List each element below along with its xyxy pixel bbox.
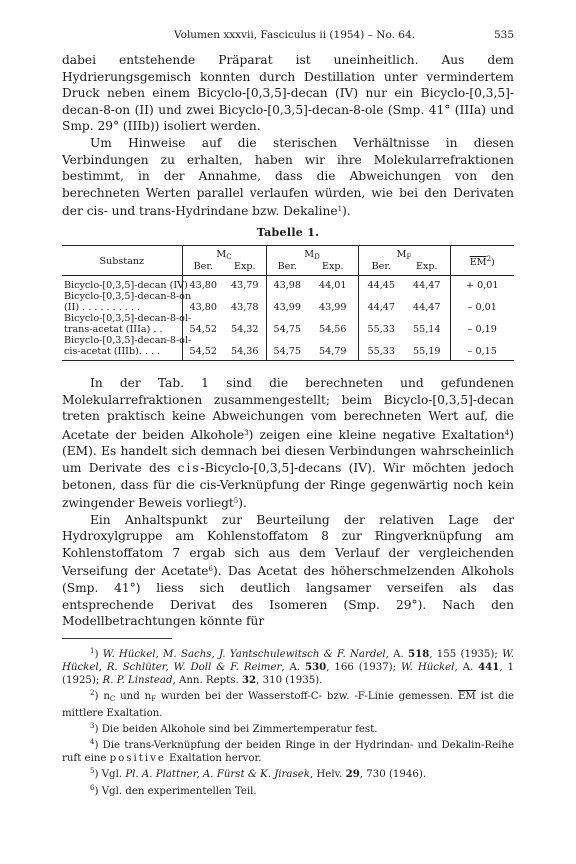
table-cell-em: – 0,15	[450, 335, 514, 361]
table-cell: 44,47	[413, 279, 441, 291]
footnote-2: $^2$) $n_C$ und $n_F$ wurden bei der Wasserstoff-C- bzw. -F-Linie gemessen. $\overline{EM}$ ist die mittlere Exaltation.	[62, 689, 514, 719]
footnote-5-text-e: , 730 (1946).	[359, 769, 427, 781]
footnote-3-mark: 3	[90, 721, 95, 730]
paragraph-4-text-b: ). Das Acetat des höherschmelzenden Alkohols (Smp. 41°) liess sich deutlich langsamer verseifen als das entsprechende Derivat des Isomeren (Smp. 29°). Nach den Modellbetrachtungen könnte für	[62, 564, 514, 629]
table-header-row-1	[62, 245, 514, 261]
footnote-1-authors-a: W. Hückel, M. Sachs, J. Yantschulewitsch & F. Nardel	[102, 648, 386, 660]
running-head-text: Volumen xxxvii, Fasciculus ii (1954) – No. 64.	[174, 29, 415, 41]
footnote-1-text-f: , A.	[281, 662, 305, 674]
table-cell: 54,52	[182, 313, 224, 335]
column-group-mf	[358, 245, 450, 261]
paragraph-4	[62, 512, 514, 630]
header-exp-mc: Exp.	[224, 261, 266, 276]
footnote-5-text-a: Vgl.	[101, 769, 126, 781]
table-cell: 44,45	[358, 275, 404, 291]
column-header-substanz: Substanz	[62, 245, 182, 275]
table-cell: 44,01	[319, 279, 347, 291]
substance-name-line-1: Bicyclo-[0,3,5]-decan-8-ol-	[64, 312, 192, 324]
footnote-1-mark: 1	[90, 646, 95, 655]
substance-name	[62, 275, 188, 291]
table-cell: 54,75	[266, 313, 308, 335]
running-header	[174, 28, 514, 42]
footnote-1-text-b: , A.	[385, 648, 409, 660]
paragraph-2-end: ).	[342, 204, 351, 219]
table-row	[62, 313, 514, 335]
footnote-6-text: Vgl. den experimentellen Teil.	[101, 785, 257, 797]
em-label: $\overline{EM}$	[469, 257, 487, 269]
substance-name	[62, 334, 192, 361]
footnote-1-text-j: , A.	[454, 662, 479, 674]
table-row	[62, 335, 514, 361]
footnote-1-text-p: , 310 (1935).	[256, 675, 323, 687]
table-cell: 43,79	[231, 279, 259, 291]
footnote-5-mark: 5	[90, 767, 95, 776]
table-row	[62, 275, 514, 291]
footnote-1-text-h: , 166 (1937);	[326, 662, 401, 674]
column-group-md	[266, 245, 358, 261]
table-cell: 55,33	[358, 335, 404, 361]
table-cell: 54,36	[224, 335, 266, 361]
footnote-1: $^1$) W. Hückel, M. Sachs, J. Yantschulewitsch & F. Nardel, A. 518, 155 (1935); W. Hückel, R. Schlüter, W. Doll & F. Reimer, A. 530, 166 (1937); W. Hückel, A. 441, 1 (1925); R. P. Linstead, Ann. Repts. 32, 310 (1935).	[62, 646, 515, 687]
table-body	[62, 275, 514, 360]
footnote-1-authors-b: W. Hückel, R. Schlüter, W. Doll & F. Reimer	[62, 648, 515, 674]
table-cell: 55,33	[358, 313, 404, 335]
paragraph-3-text-d: -Bicyclo-[0,3,5]-decans (IV). Wir möchten jedoch betonen, dass für die cis-Verknüpfung der Ringe gegenwärtig noch kein zwingender Beweis vorliegt	[62, 460, 514, 511]
substance-name	[62, 312, 192, 335]
footnote-6-mark: 6	[90, 783, 95, 792]
footnote-ref-5[interactable]: 5	[233, 497, 239, 506]
footnote-divider	[62, 638, 172, 639]
column-header-em: $\overline{EM}^2$)	[450, 245, 514, 275]
footnote-ref-6[interactable]: 6	[208, 565, 213, 574]
md-subscript: D	[314, 252, 320, 261]
header-ber-mc: Ber.	[182, 261, 224, 276]
table-cell: 54,52	[182, 335, 224, 361]
footnote-2-nc-sub: C	[109, 695, 116, 704]
table-cell: 43,80	[182, 275, 224, 291]
footnote-4-text-a: Die trans-Verknüpfung der beiden Ringe in der Hydrindan- und Dekalin-Reihe ruft eine	[62, 740, 514, 765]
table-cell: 43,99	[319, 301, 347, 313]
substance-name-line-2: (II) . . . . . . . . . .	[64, 301, 141, 313]
header-exp-mf: Exp.	[404, 261, 450, 276]
table-cell: 55,19	[404, 335, 450, 361]
table-cell: 54,56	[319, 323, 347, 335]
md-symbol: M	[304, 248, 315, 260]
footnote-2-text-d: ist die mittlere Exaltation.	[62, 691, 514, 719]
column-group-mc	[182, 245, 266, 261]
footnote-4-spaced: positive	[109, 753, 166, 765]
table-cell: 54,79	[308, 335, 358, 361]
footnote-1-text-n: , Ann. Repts.	[172, 675, 242, 687]
paragraph-3-text-b: ) zeigen eine kleine negative Exaltation	[248, 427, 505, 442]
footnote-ref-2[interactable]: 2	[486, 255, 492, 264]
table-cell: 55,14	[413, 323, 441, 335]
footnote-6: $^6$) Vgl. den experimentellen Teil.	[90, 783, 257, 797]
paragraph-1: dabei entstehende Präparat ist uneinheitlich. Aus dem Hydrierungsgemisch konnten durch Destillation unter vermindertem Druck neben einem Bicyclo-[0,3,5]-decan (IV) nur ein Bicyclo-[0,3,5]-decan-8-on (II) und zwei Bicyclo-[0,3,5]-decan-8-ole (Smp. 41° (IIIa) und Smp. 29° (IIIb)) isoliert werden.	[62, 53, 514, 134]
substance-name-line-1: Bicyclo-[0,3,5]-decan (IV)	[64, 279, 188, 291]
header-exp-md: Exp.	[308, 261, 358, 276]
paragraph-3-text-a: In der Tab. 1 sind die berechneten und gefundenen Molekularrefraktionen zusammengestellt; beim Bicyclo-[0,3,5]-decan treten praktisch keine Abweichungen vom berechneten Wert auf, die Acetate der beiden Alkohole	[62, 375, 514, 442]
footnote-4-text-b: Exaltation hervor.	[165, 753, 262, 765]
paragraph-2	[62, 135, 514, 220]
table-cell-em: – 0,19	[450, 313, 514, 335]
footnote-ref-1[interactable]: 1	[337, 205, 343, 214]
table-row	[62, 291, 514, 313]
footnote-1-authors-d: R. P. Linstead	[102, 675, 173, 687]
footnote-2-text-c: wurden bei der Wasserstoff-C- bzw. -F-Linie gemessen.	[156, 691, 458, 703]
footnote-2-nc: n	[103, 691, 110, 703]
mc-subscript: C	[226, 252, 232, 261]
footnote-1-text-d: , 155 (1935);	[429, 648, 503, 660]
table-1	[62, 245, 514, 361]
table-cell: 54,32	[231, 323, 259, 335]
table-cell: 54,75	[266, 335, 308, 361]
footnote-3-text: Die beiden Alkohole sind bei Zimmertemperatur fest.	[101, 723, 378, 735]
table-cell: 43,78	[231, 301, 259, 313]
paragraph-4-text-a: Ein Anhaltspunkt zur Beurteilung der relativen Lage der Hydroxylgruppe am Kohlenstoffatom 8 zur Ringverknüpfung am Kohlenstoffatom 7 ergab sich aus dem Verlauf der vergleichenden Verseifung der Acetate	[62, 512, 514, 579]
footnote-2-mark: 2	[90, 689, 95, 698]
mc-symbol: M	[216, 248, 227, 260]
footnote-4: $^4$) Die trans-Verknüpfung der beiden Ringe in der Hydrindan- und Dekalin-Reihe ruft eine positive Exaltation hervor.	[62, 738, 514, 765]
table-cell-em: – 0,01	[450, 291, 514, 313]
footnote-2-em: $\overline{EM}$	[458, 691, 476, 703]
page	[62, 28, 514, 798]
footnote-1-text-l: , 1 (1925);	[62, 662, 514, 687]
table-title: Tabelle 1.	[256, 225, 320, 239]
footnote-5-text-c: , Helv.	[309, 769, 346, 781]
footnote-ref-3[interactable]: 3	[244, 428, 249, 437]
table-cell-em: + 0,01	[450, 275, 514, 291]
footnote-5-authors: Pl. A. Plattner, A. Fürst & K. Jirasek	[125, 769, 310, 781]
table-cell: 43,98	[266, 275, 308, 291]
paragraph-3-text-c: ) (EM). Es handelt sich demnach bei diesen Verbindungen wahrscheinlich um Derivate des	[62, 427, 514, 475]
spaced-cis: cis	[177, 460, 201, 475]
mf-subscript: F	[406, 252, 412, 261]
footnote-1-vol-d: 32	[241, 674, 257, 687]
header-ber-md: Ber.	[266, 261, 308, 276]
table-cell: 44,47	[358, 291, 404, 313]
footnote-1-authors-c: W. Hückel	[400, 662, 455, 674]
footnote-5-vol: 29	[345, 768, 360, 781]
paragraph-3-text-e: ).	[238, 496, 247, 511]
table-cell: 43,80	[182, 291, 224, 313]
substance-name-line-2: cis-acetat (IIIb). . . .	[64, 345, 161, 357]
table-cell: 43,99	[266, 291, 308, 313]
footnote-4-mark: 4	[90, 738, 95, 747]
footnote-2-nf-sub: F	[151, 695, 157, 704]
page-number: 535	[493, 29, 514, 41]
footnote-5: $^5$) Vgl. Pl. A. Plattner, A. Fürst & K. Jirasek, Helv. 29, 730 (1946).	[90, 767, 427, 781]
paragraph-3	[62, 375, 514, 512]
header-ber-mf: Ber.	[358, 261, 404, 276]
paragraph-2-text: Um Hinweise auf die sterischen Verhältnisse in diesen Verbindungen zu erhalten, haben wir ihre Molekularrefraktionen bestimmt, in der Annahme, dass die Abweichungen von den berechneten Werten parallel verlaufen würden, wie bei den Derivaten der cis- und trans-Hydrindane bzw. Dekaline	[62, 135, 514, 219]
table-cell: 44,47	[413, 301, 441, 313]
footnote-2-nf: und n	[115, 691, 152, 703]
footnote-3: $^3$) Die beiden Alkohole sind bei Zimmertemperatur fest.	[90, 721, 378, 735]
substance-name	[62, 290, 192, 313]
footnote-1-vol-b: 530	[305, 661, 327, 674]
substance-name-line-1: Bicyclo-[0,3,5]-decan-8-ol-	[64, 334, 192, 346]
substance-name-line-2: trans-acetat (IIIa) . .	[64, 323, 163, 335]
footnote-1-vol-a: 518	[408, 647, 430, 660]
mf-symbol: M	[396, 248, 407, 260]
substance-name-line-1: Bicyclo-[0,3,5]-decan-8-on	[64, 290, 192, 302]
footnote-ref-4[interactable]: 4	[504, 428, 510, 437]
footnote-1-vol-c: 441	[478, 661, 500, 674]
